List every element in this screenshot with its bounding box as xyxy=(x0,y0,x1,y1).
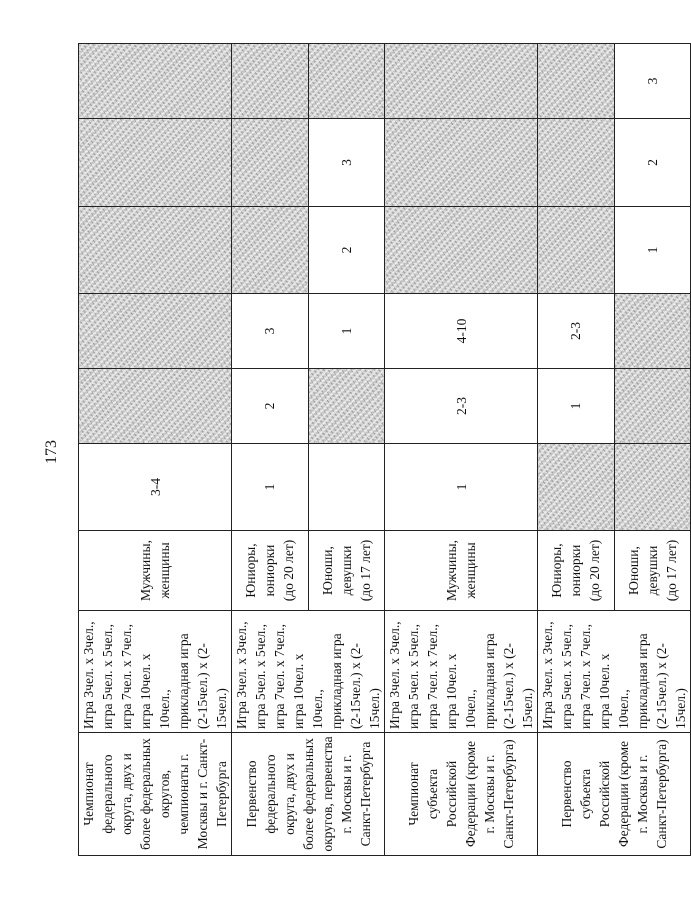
event-line: Игра 3чел. х 3чел., xyxy=(234,621,249,729)
category-line: (до 17 лет) xyxy=(357,539,373,602)
page-number: 173 xyxy=(43,440,60,464)
event-line: (2-15чел.) х (2-15чел.) xyxy=(501,643,535,729)
place-cell xyxy=(385,44,538,119)
category-line: девушки xyxy=(338,545,354,596)
place-cell: 1 xyxy=(614,207,691,294)
place-cell: 3 xyxy=(614,44,691,119)
category-cell xyxy=(308,531,385,611)
place-cell xyxy=(79,294,232,369)
place-cell: 2-3 xyxy=(385,369,538,444)
event-line: игра 10чел. х 10чел., xyxy=(444,653,478,729)
document-page xyxy=(78,44,688,856)
table-row-1a xyxy=(232,44,309,856)
category-line: юниорки xyxy=(262,544,278,597)
event-line: игра 7чел. х 7чел., xyxy=(425,623,440,729)
place-cell xyxy=(79,119,232,207)
place-cell xyxy=(385,207,538,294)
place-cell xyxy=(232,44,309,119)
place-cell: 2-3 xyxy=(538,294,615,369)
competition-cell: Чемпионат федерального округа, двух и более федеральных округов, чемпионаты г. Москвы и г. Санкт-Петербурга xyxy=(79,733,232,856)
table-row-0 xyxy=(79,44,232,856)
place-cell xyxy=(79,207,232,294)
event-line: (2-15чел.) х (2-15чел.) xyxy=(195,643,229,729)
category-line: Юниоры, xyxy=(549,543,565,598)
event-line: прикладная игра xyxy=(482,633,497,729)
competition-cell: Первенство субъекта Российской Федерации (кроме г. Москвы и г. Санкт-Петербурга) xyxy=(538,733,691,856)
place-cell: 1 xyxy=(308,294,385,369)
place-cell: 3 xyxy=(308,119,385,207)
table-row-2 xyxy=(385,44,538,856)
event-line: игра 5чел. х 5чел., xyxy=(100,623,115,729)
place-cell xyxy=(614,294,691,369)
event-line: (2-15чел.) х (2-15чел.) xyxy=(654,643,688,729)
place-cell: 1 xyxy=(538,369,615,444)
place-cell: 2 xyxy=(308,207,385,294)
category-cell xyxy=(79,531,232,611)
place-cell xyxy=(538,44,615,119)
event-line: Игра 3чел. х 3чел., xyxy=(540,621,555,729)
competition-cell: Первенство федерального округа, двух и более федеральных округов, первенства г. Москвы и г. Санкт-Петербурга xyxy=(232,733,385,856)
place-cell: 4-10 xyxy=(385,294,538,369)
event-line: игра 5чел. х 5чел., xyxy=(253,623,268,729)
category-line: юниорки xyxy=(568,544,584,597)
events-cell xyxy=(538,611,691,733)
place-cell: 3 xyxy=(232,294,309,369)
category-line: (до 17 лет) xyxy=(663,539,679,602)
place-cell xyxy=(308,444,385,531)
place-cell xyxy=(538,119,615,207)
rotated-table-wrapper xyxy=(78,44,688,856)
place-cell: 2 xyxy=(232,369,309,444)
competition-cell: Чемпионат субъекта Российской Федерации (кроме г. Москвы и г. Санкт-Петербурга) xyxy=(385,733,538,856)
place-cell xyxy=(232,207,309,294)
event-line: игра 7чел. х 7чел., xyxy=(578,623,593,729)
table-row-3a xyxy=(538,44,615,856)
event-line: игра 10чел. х 10чел., xyxy=(138,653,172,729)
event-line: игра 7чел. х 7чел., xyxy=(119,623,134,729)
category-cell xyxy=(232,531,309,611)
category-line: девушки xyxy=(644,545,660,596)
category-line: Юноши, xyxy=(625,546,641,595)
category-cell xyxy=(385,531,538,611)
category-line: Мужчины, xyxy=(138,540,153,601)
place-cell: 3-4 xyxy=(79,444,232,531)
events-cell xyxy=(79,611,232,733)
category-line: Юниоры, xyxy=(243,543,259,598)
place-cell xyxy=(79,369,232,444)
category-line: женщины xyxy=(463,542,478,599)
place-cell xyxy=(385,119,538,207)
category-cell xyxy=(538,531,615,611)
place-cell xyxy=(232,119,309,207)
category-line: женщины xyxy=(157,542,172,599)
place-cell xyxy=(308,44,385,119)
place-cell xyxy=(308,369,385,444)
place-cell xyxy=(614,369,691,444)
category-line: (до 20 лет) xyxy=(587,539,603,602)
place-cell: 1 xyxy=(385,444,538,531)
event-line: прикладная игра xyxy=(176,633,191,729)
event-line: Игра 3чел. х 3чел., xyxy=(387,621,402,729)
place-cell xyxy=(538,207,615,294)
event-line: игра 10чел. х 10чел., xyxy=(597,653,631,729)
event-line: игра 10чел. х 10чел., xyxy=(291,653,325,729)
event-line: прикладная игра xyxy=(329,633,344,729)
place-cell xyxy=(614,444,691,531)
event-line: Игра 3чел. х 3чел., xyxy=(81,621,96,729)
event-line: прикладная игра xyxy=(635,633,650,729)
events-cell xyxy=(232,611,385,733)
event-line: игра 7чел. х 7чел., xyxy=(272,623,287,729)
event-line: (2-15чел.) х (2-15чел.) xyxy=(348,643,382,729)
category-line: Мужчины, xyxy=(444,540,459,601)
events-cell xyxy=(385,611,538,733)
category-cell xyxy=(614,531,691,611)
event-line: игра 5чел. х 5чел., xyxy=(406,623,421,729)
category-line: Юноши, xyxy=(319,546,335,595)
place-cell xyxy=(79,44,232,119)
place-cell: 2 xyxy=(614,119,691,207)
category-line: (до 20 лет) xyxy=(281,539,297,602)
place-cell: 1 xyxy=(232,444,309,531)
event-line: игра 5чел. х 5чел., xyxy=(559,623,574,729)
ranking-table xyxy=(78,43,691,856)
place-cell xyxy=(538,444,615,531)
